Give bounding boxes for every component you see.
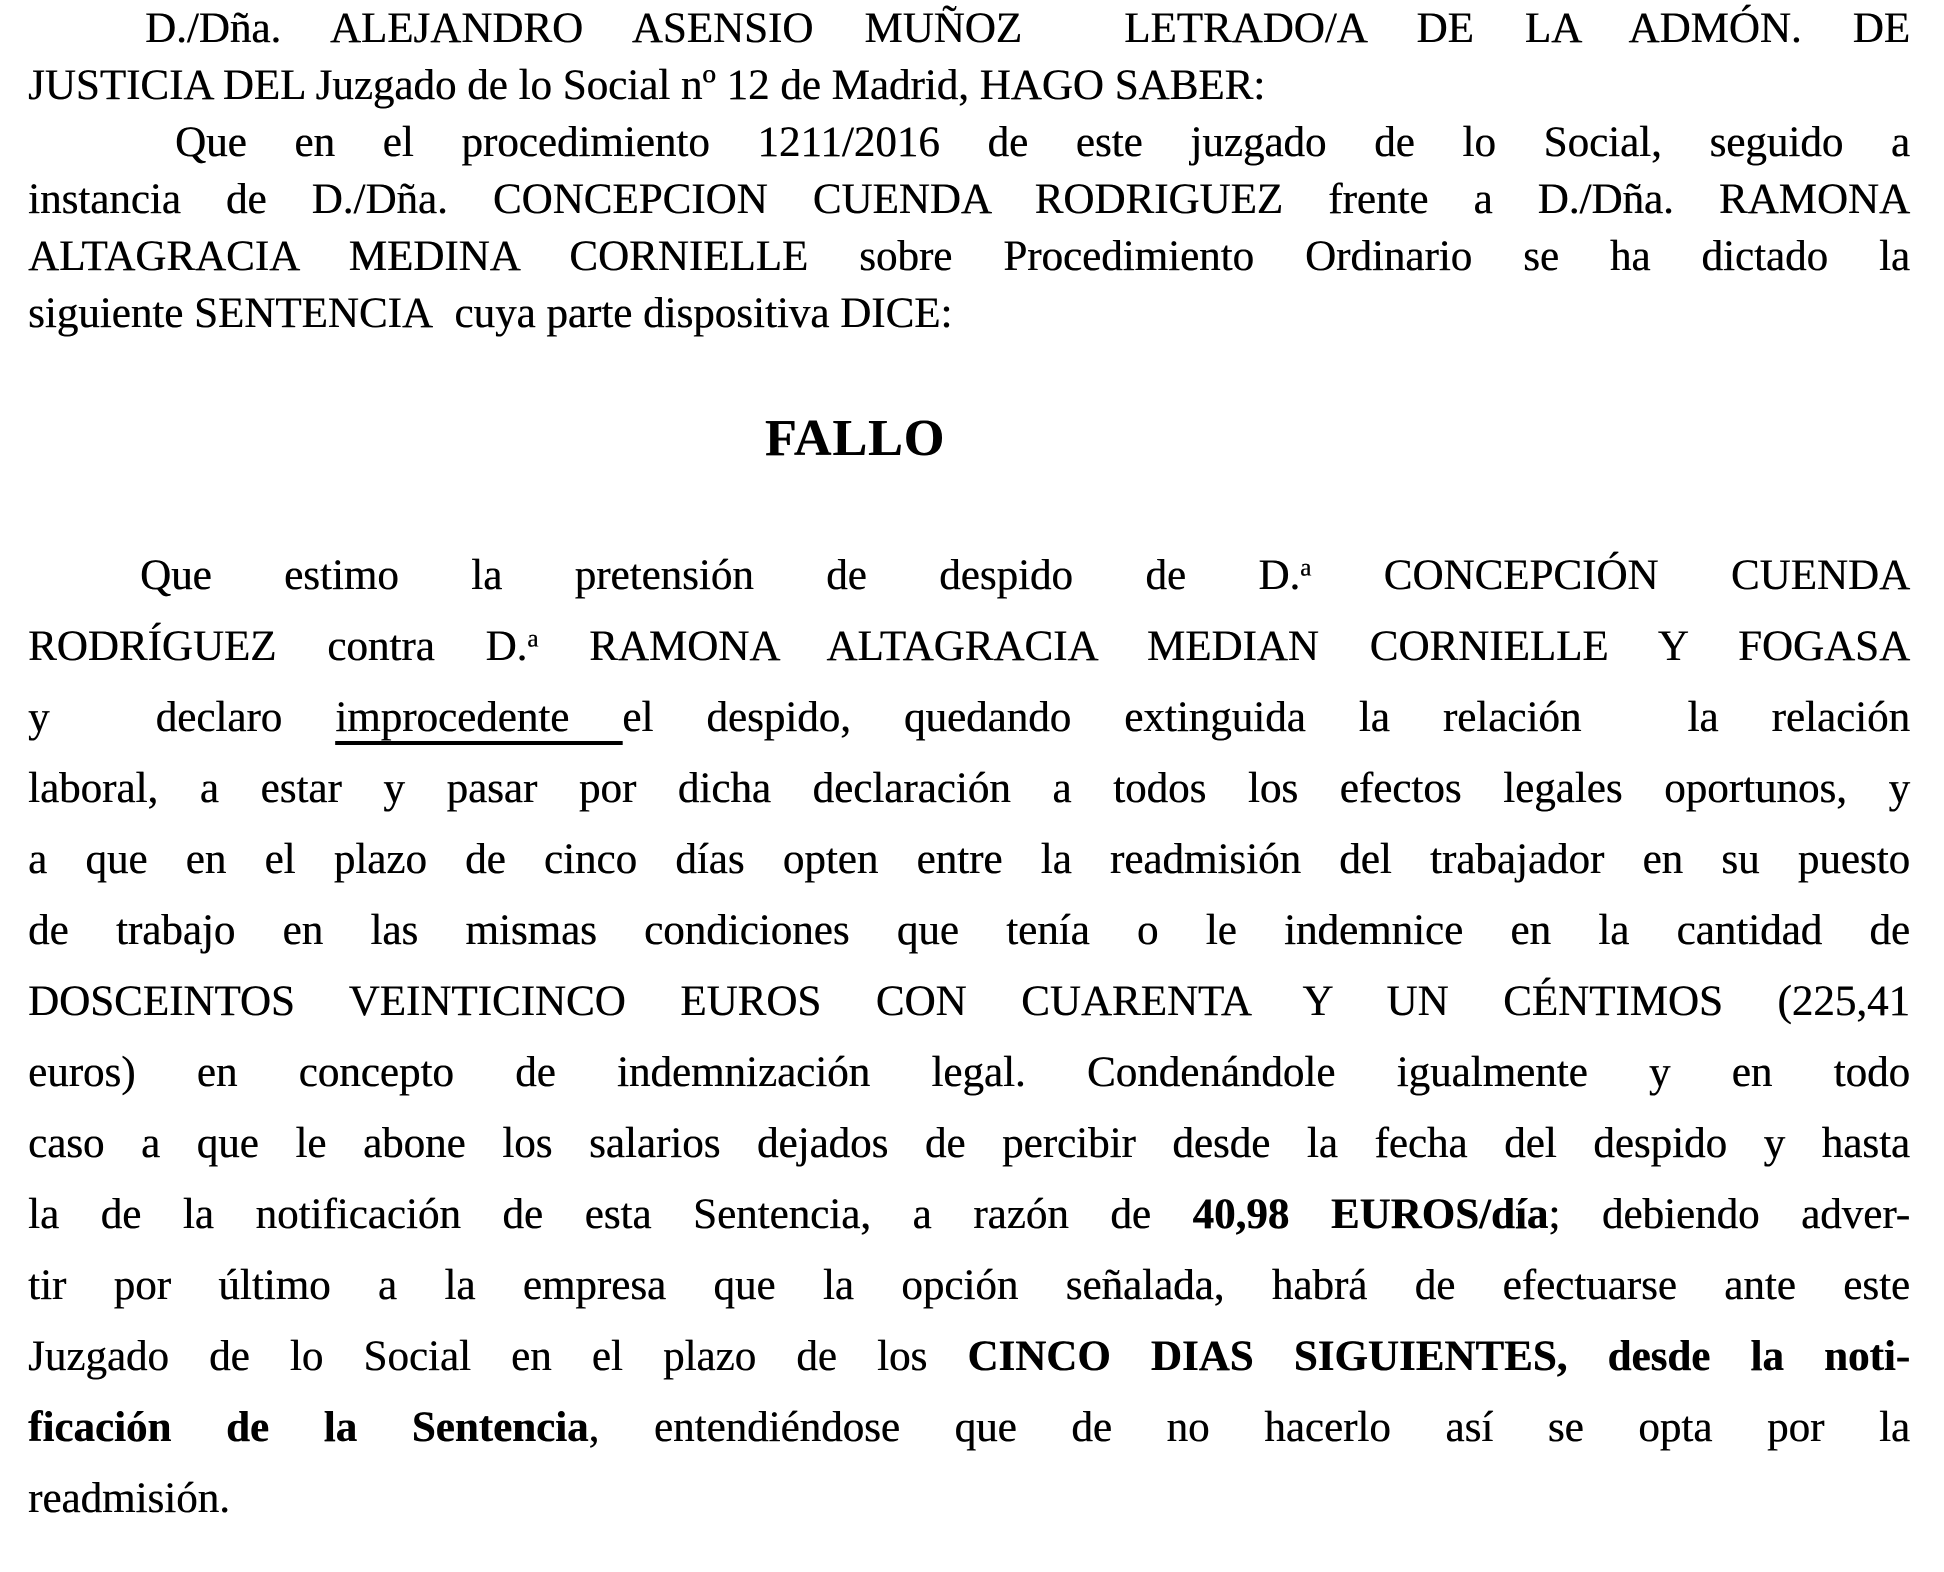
text-line xyxy=(28,1321,1910,1392)
text-segment: tir por último a la empresa que la opción señalada, habrá de efectuarse ante este xyxy=(28,1262,1910,1309)
text-segment: RAMONA ALTAGRACIA MEDIAN CORNIELLE Y FOGASA xyxy=(538,623,1910,670)
underlined-text: improcedente xyxy=(335,694,623,741)
text-line xyxy=(28,114,1910,171)
text-line xyxy=(28,285,1910,342)
text-segment: a que en el plazo de cinco días opten entre la readmisión del trabajador en su puesto xyxy=(28,836,1910,883)
text-line xyxy=(28,611,1910,682)
text-line xyxy=(28,1108,1910,1179)
text-line xyxy=(28,1463,1910,1534)
bold-text: 40,98 EUROS/día xyxy=(1192,1191,1549,1238)
text-segment: ; debiendo adver- xyxy=(1548,1191,1911,1238)
text-segment: euros) en concepto de indemnización legal. Condenándole igualmente y en todo xyxy=(28,1049,1910,1096)
text-line xyxy=(28,966,1910,1037)
text-line xyxy=(28,57,1910,114)
text-segment: D./Dña. ALEJANDRO ASENSIO MUÑOZ LETRADO/A DE LA ADMÓN. DE xyxy=(145,5,1910,52)
text-segment: , entendiéndose que de no hacerlo así se opta por la xyxy=(588,1404,1910,1451)
text-line xyxy=(28,1250,1910,1321)
text-segment: RODRÍGUEZ contra D. xyxy=(28,623,528,670)
section-title-fallo: FALLO xyxy=(764,410,946,467)
text-segment: el despido, quedando extinguida la relación la relación xyxy=(622,694,1910,741)
text-line xyxy=(28,171,1910,228)
text-segment: Que estimo la pretensión de despido de D. xyxy=(140,552,1301,599)
text-line xyxy=(28,753,1910,824)
text-segment: siguiente SENTENCIA cuya parte dispositiva DICE: xyxy=(28,290,953,337)
text-line xyxy=(28,1037,1910,1108)
text-segment: a xyxy=(527,625,539,653)
text-segment: de trabajo en las mismas condiciones que tenía o le indemnice en la cantidad de xyxy=(28,907,1910,954)
edict-header-paragraphs xyxy=(28,0,1910,342)
text-segment: a xyxy=(1300,554,1312,582)
text-line xyxy=(28,228,1910,285)
text-segment: instancia de D./Dña. CONCEPCION CUENDA RODRIGUEZ frente a D./Dña. RAMONA xyxy=(28,176,1910,223)
text-segment: readmisión. xyxy=(28,1475,230,1522)
text-line xyxy=(28,1392,1910,1463)
text-segment: DOSCEINTOS VEINTICINCO EUROS CON CUARENTA Y UN CÉNTIMOS (225,41 xyxy=(28,978,1910,1025)
fallo-ruling-paragraph xyxy=(28,540,1910,1534)
bold-text: ficación de la Sentencia xyxy=(28,1404,589,1451)
text-line xyxy=(28,0,1910,57)
text-segment: Que en el procedimiento 1211/2016 de este juzgado de lo Social, seguido a xyxy=(175,119,1910,166)
text-segment: caso a que le abone los salarios dejados de percibir desde la fecha del despido y hasta xyxy=(28,1120,1910,1167)
text-line xyxy=(28,895,1910,966)
text-segment: Juzgado de lo Social en el plazo de los xyxy=(28,1333,968,1380)
text-segment: JUSTICIA DEL Juzgado de lo Social nº 12 de Madrid, HAGO SABER: xyxy=(28,62,1266,109)
text-line xyxy=(28,1179,1910,1250)
text-segment: laboral, a estar y pasar por dicha declaración a todos los efectos legales oportunos, y xyxy=(28,765,1910,812)
text-segment: CONCEPCIÓN CUENDA xyxy=(1311,552,1910,599)
text-segment: la de la notificación de esta Sentencia, a razón de xyxy=(28,1191,1193,1238)
text-segment: y declaro xyxy=(28,694,336,741)
bold-text: CINCO DIAS SIGUIENTES, desde la noti- xyxy=(967,1333,1911,1380)
text-line xyxy=(28,682,1910,753)
text-segment: ALTAGRACIA MEDINA CORNIELLE sobre Procedimiento Ordinario se ha dictado la xyxy=(28,233,1910,280)
text-line xyxy=(28,540,1910,611)
text-line xyxy=(28,824,1910,895)
